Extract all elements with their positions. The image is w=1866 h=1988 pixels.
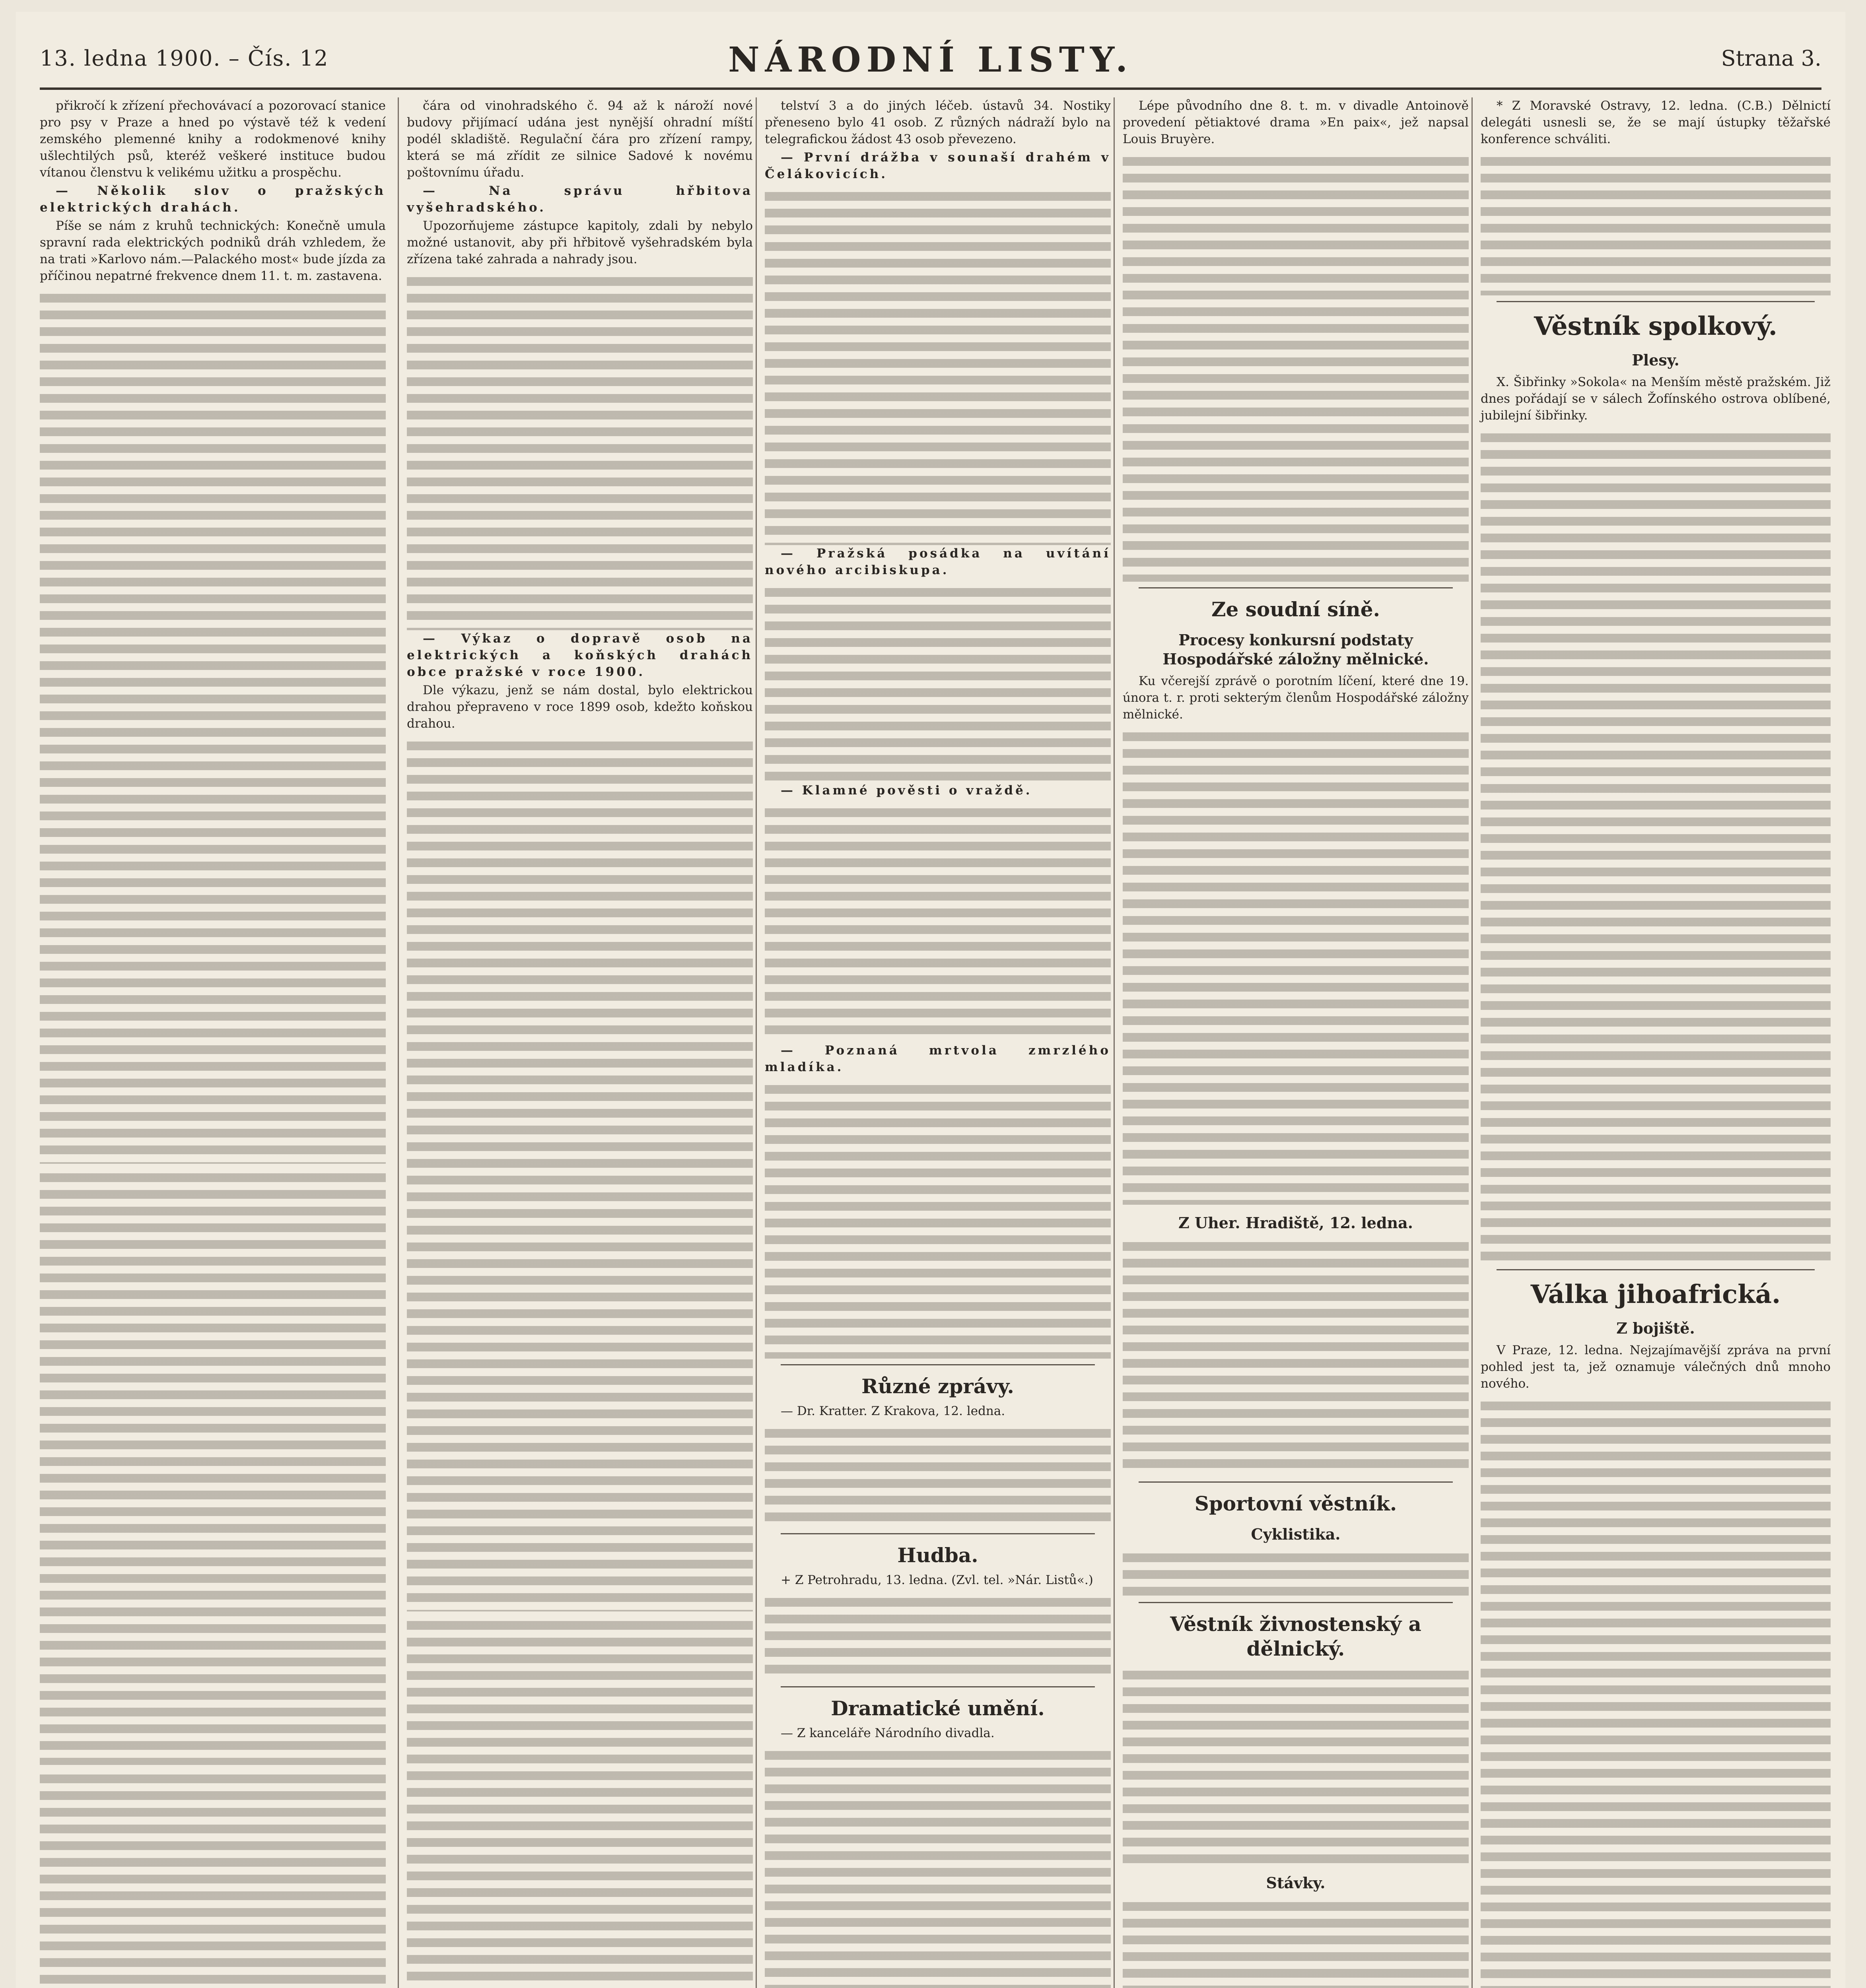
section-divider: [1139, 1602, 1453, 1603]
article-body-text: [1123, 1549, 1469, 1596]
news-item: — Dr. Kratter. Z Krakova, 12. ledna.: [781, 1404, 1005, 1418]
news-item: + Z Petrohradu, 13. ledna. (Zvl. tel. »Nár. Listů«.): [781, 1573, 1093, 1587]
masthead: [40, 28, 1821, 90]
newspaper-page: [16, 12, 1845, 1988]
subsection-heading: Plesy.: [1632, 351, 1679, 369]
column-2: [398, 97, 753, 1988]
section-divider: [1139, 1481, 1453, 1483]
article-paragraph: Ku včerejší zprávě o porotním líčení, které dne 19. února t. r. proti sekterým členům Hospodářské záložny mělnické.: [1123, 674, 1469, 722]
column-3: [756, 97, 1111, 1988]
column-4: [1114, 97, 1469, 1988]
section-divider: [1139, 587, 1453, 588]
article-paragraph: X. Šibřinky »Sokola« na Menším městě pražském. Již dnes pořádají se v sálech Žofínského ostrova oblíbené, jubilejní šibřinky.: [1481, 375, 1831, 423]
article-body-text: [765, 1424, 1111, 1528]
section-heading: Sportovní věstník.: [1194, 1492, 1397, 1515]
news-item: — Z kanceláře Národního divadla.: [781, 1726, 995, 1740]
section-heading: Různé zprávy.: [861, 1375, 1014, 1398]
article-body-text: [40, 1169, 386, 1765]
section-divider: [781, 1364, 1095, 1365]
article-body-text: [1481, 152, 1831, 295]
section-heading: Hudba.: [897, 1543, 978, 1567]
article-paragraph: Upozorňujeme zástupce kapitoly, zdali by nebylo možné ustanovit, aby při hřbitově vyšehradském byla zřízena také zahrada a nahrady jsou.: [407, 219, 753, 266]
subsection-heading: Procesy konkursní podstaty Hospodářské záložny mělnické.: [1162, 631, 1429, 668]
article-paragraph: V Praze, 12. ledna. Nejzajímavější zpráva na první pohled jest ta, jež oznamuje válečných dnů mnoho nového.: [1481, 1343, 1831, 1391]
article-body-text: [40, 289, 386, 1164]
article-body-text: [407, 737, 753, 1611]
subsection-heading: Z bojiště.: [1616, 1319, 1695, 1337]
article-body-text: [765, 1080, 1111, 1359]
article-heading: — Výkaz o dopravě osob na elektrických a koňských drahách obce pražské v roce 1900.: [407, 631, 753, 679]
article-paragraph: Lépe původního dne 8. t. m. v divadle Antoinově provedení pětiaktové drama »En paix«, jež napsal Louis Bruyère.: [1123, 99, 1469, 146]
article-body-text: [765, 1593, 1111, 1681]
section-divider: [781, 1533, 1095, 1534]
article-body-text: [765, 187, 1111, 545]
article-body-text: [40, 1770, 386, 1988]
section-divider: [1497, 1269, 1815, 1270]
article-body-text: [765, 1746, 1111, 1988]
newspaper-title: NÁRODNÍ LISTY.: [728, 40, 1133, 80]
article-heading: — Několik slov o pražských elektrických drahách.: [40, 184, 386, 215]
subsection-heading: Stávky.: [1266, 1874, 1326, 1892]
article-body-text: [765, 804, 1111, 1042]
article-paragraph: Píše se nám z kruhů technických: Konečně umula spravní rada elektrických podniků dráh vzhledem, že na trati »Karlovo nám.—Palackého most« bude jízda za příčinou nepatrné frekvence dnem 11. t. m. zastavena.: [40, 219, 386, 283]
section-heading: Věstník spolkový.: [1534, 311, 1777, 341]
issue-date: 13. ledna 1900. – Čís. 12: [40, 46, 329, 71]
article-heading: — Poznaná mrtvola zmrzlého mladíka.: [765, 1043, 1111, 1074]
article-body-text: [1123, 728, 1469, 1205]
article-heading: — Na správu hřbitova vyšehradského.: [407, 184, 753, 215]
article-body-text: [407, 1616, 753, 1988]
article-heading: — První drážba v sounaší drahém v Čelákovicích.: [765, 150, 1111, 181]
article-body-text: [1123, 152, 1469, 582]
article-body-text: [1123, 1237, 1469, 1476]
article-paragraph: Dle výkazu, jenž se nám dostal, bylo elektrickou drahou přepraveno v roce 1899 osob, kdežto koňskou drahou.: [407, 683, 753, 731]
section-divider: [781, 1686, 1095, 1687]
subsection-heading: Cyklistika.: [1251, 1525, 1341, 1543]
section-heading: Ze soudní síně.: [1211, 598, 1380, 621]
article-body-text: [1481, 429, 1831, 1264]
article-body-text: [1123, 1897, 1469, 1988]
article-body-text: [407, 272, 753, 630]
article-heading: — Klamné pověsti o vraždě.: [781, 783, 1032, 798]
section-heading: Válka jihoafrická.: [1530, 1279, 1781, 1309]
article-body-text: [1123, 1666, 1469, 1865]
article-paragraph: telství 3 a do jiných léčeb. ústavů 34. Nostiky přeneseno bylo 41 osob. Z různých nádraží bylo na telegrafickou žádost 43 osob převezeno.: [765, 99, 1111, 146]
subsection-heading: Z Uher. Hradiště, 12. ledna.: [1178, 1214, 1413, 1232]
section-heading: Věstník živnostenský a dělnický.: [1170, 1612, 1421, 1660]
column-1: [40, 97, 386, 1988]
article-paragraph: * Z Moravské Ostravy, 12. ledna. (C.B.) Dělnictí delegáti usnesli se, že se mají ústupky těžařské konference schváliti.: [1481, 99, 1831, 146]
section-heading: Dramatické umění.: [831, 1697, 1045, 1720]
page-number: Strana 3.: [1721, 46, 1821, 71]
article-body-text: [765, 583, 1111, 782]
article-paragraph: přikročí k zřízení přechovávací a pozorovací stanice pro psy v Praze a hned po výstavě též k vedení zemského plemenné knihy a rodokmenové knihy ušlechtilých psů, kteréž veškeré instituce budou vítanou členstvu k velikému užitku a prospěchu.: [40, 99, 386, 180]
article-heading: — Pražská posádka na uvítání nového arcibiskupa.: [765, 546, 1111, 577]
column-5: [1471, 97, 1831, 1988]
section-divider: [1497, 301, 1815, 302]
article-paragraph: čára od vinohradského č. 94 až k nároží nové budovy přijímací udána jest nynější ohradní míští podél skladiště. Regulační čára pro zřízení rampy, která se má zřídit ze silnice Sadové k novému poštovnímu úřadu.: [407, 99, 753, 180]
article-body-text: [1481, 1397, 1831, 1988]
